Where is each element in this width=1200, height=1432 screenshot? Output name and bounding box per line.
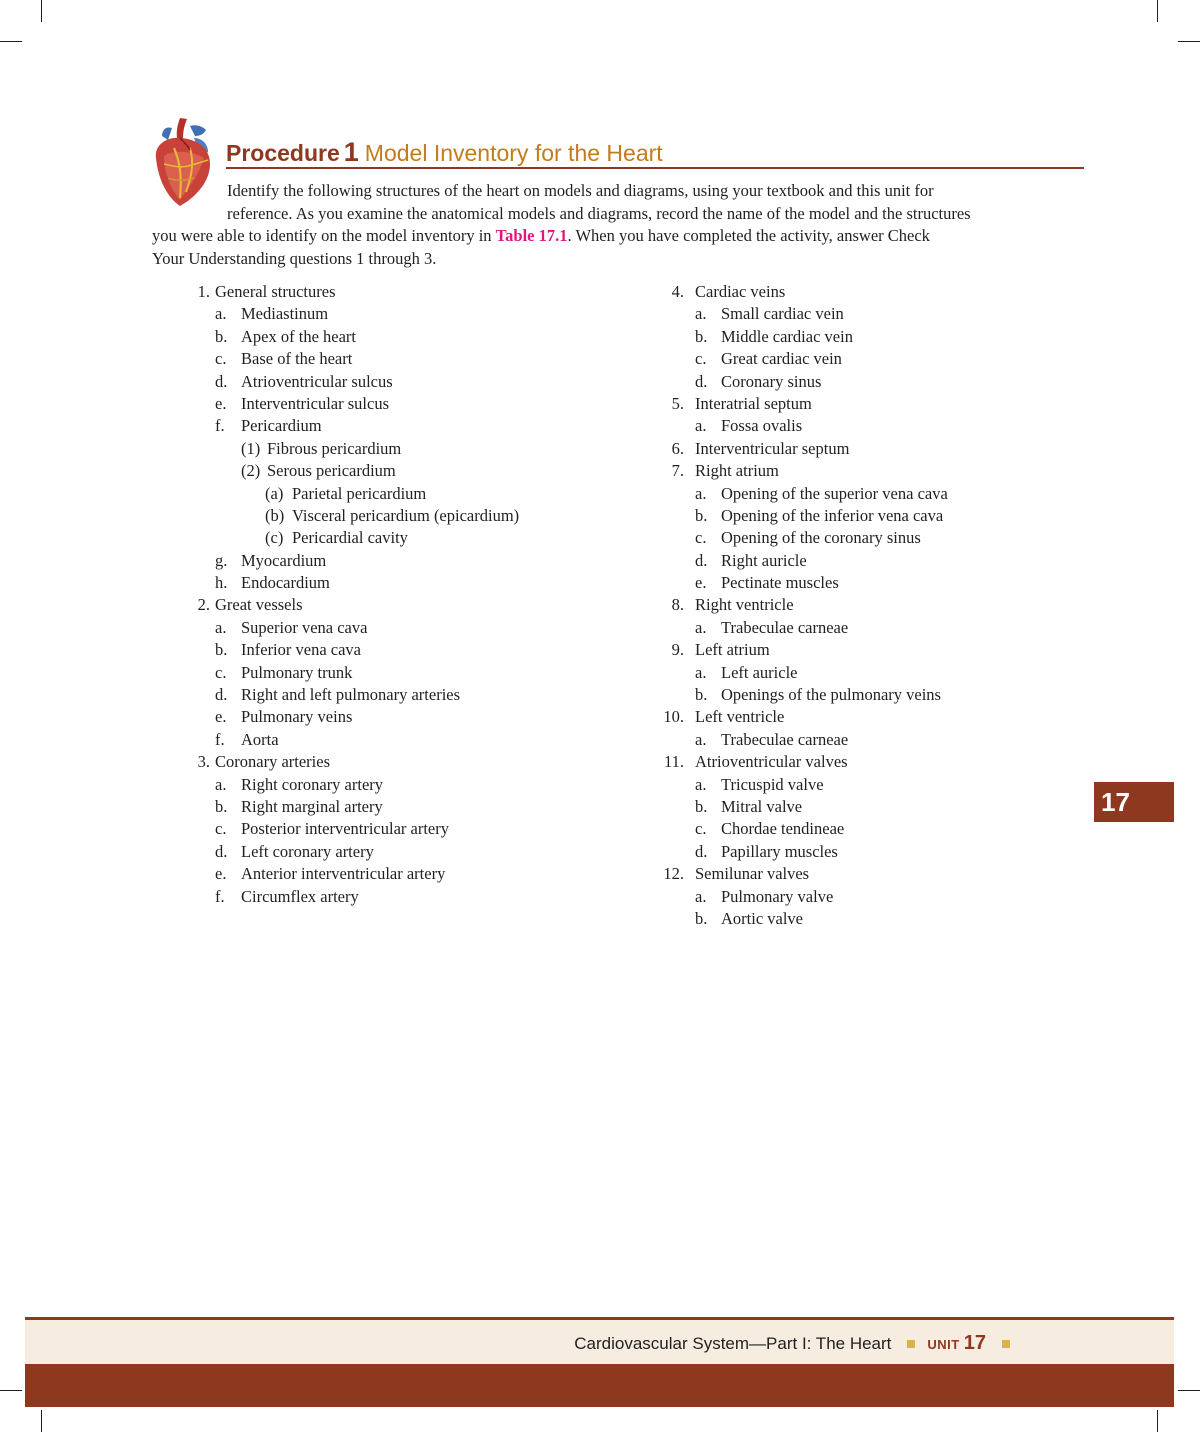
list-item-text: Openings of the pulmonary veins xyxy=(721,685,941,705)
list-item-text: Mediastinum xyxy=(241,304,329,324)
list-item-label: h. xyxy=(215,573,228,593)
list-item-label: f. xyxy=(215,729,225,749)
intro-text: . When you have completed the activity, answer Check xyxy=(567,226,930,245)
footer-title: Cardiovascular System—Part I: The Heart xyxy=(574,1334,892,1353)
list-item-label: b. xyxy=(215,796,228,816)
procedure-label: Procedure xyxy=(226,140,340,166)
list-item-text: Inferior vena cava xyxy=(241,640,362,660)
list-item-text: Pulmonary valve xyxy=(721,886,834,906)
list-item-label: 4. xyxy=(671,282,684,301)
list-item-label: (a) xyxy=(265,483,284,503)
list-item-label: b. xyxy=(695,796,708,816)
list-item-label: a. xyxy=(695,483,707,503)
list-item-label: d. xyxy=(695,841,708,861)
list-item-label: a. xyxy=(215,617,227,637)
list-item-label: (1) xyxy=(241,438,261,458)
list-item-label: a. xyxy=(695,416,707,436)
list-item-text: Fossa ovalis xyxy=(721,416,803,436)
list-item-label: c. xyxy=(215,662,227,682)
list-item-label: d. xyxy=(215,371,228,391)
list-item-text: Endocardium xyxy=(241,573,330,593)
list-item-text: Left auricle xyxy=(721,662,798,682)
list-item-text: Chordae tendineae xyxy=(721,819,845,839)
bullet-square-icon xyxy=(1002,1340,1010,1348)
procedure-number: 1 xyxy=(343,137,359,167)
intro-paragraph xyxy=(152,180,1087,270)
list-item-label: a. xyxy=(215,774,227,794)
table-reference-link[interactable]: Table 17.1 xyxy=(495,226,568,245)
list-item-text: Atrioventricular sulcus xyxy=(241,371,393,391)
footer-unit-label: UNIT xyxy=(927,1337,960,1352)
running-footer xyxy=(574,1331,1022,1357)
list-item-text: Aortic valve xyxy=(721,908,804,928)
list-item-text: Pulmonary trunk xyxy=(241,662,353,682)
list-item-label: c. xyxy=(215,349,227,369)
list-item-label: b. xyxy=(695,908,708,928)
footer-unit-number: 17 xyxy=(963,1332,986,1354)
list-item-text: Apex of the heart xyxy=(241,326,356,346)
list-item-label: a. xyxy=(695,304,707,324)
list-item-text: Pericardium xyxy=(241,416,322,436)
list-item-text: Serous pericardium xyxy=(267,461,396,481)
intro-line: Your Understanding questions 1 through 3. xyxy=(152,248,437,268)
procedure-title: Model Inventory for the Heart xyxy=(364,140,663,166)
list-item-label: f. xyxy=(215,416,225,436)
list-item-text: Opening of the superior vena cava xyxy=(721,483,948,503)
list-item-label: a. xyxy=(695,729,707,749)
list-item-label: b. xyxy=(695,326,708,346)
list-item-text: Left coronary artery xyxy=(241,841,374,861)
list-item-label: 2. xyxy=(197,595,210,615)
list-item-text: Coronary sinus xyxy=(721,371,822,391)
list-item-text: Mitral valve xyxy=(721,796,803,816)
list-item-text: Trabeculae carneae xyxy=(721,617,849,637)
list-item-label: c. xyxy=(695,349,707,369)
list-item-label: g. xyxy=(215,550,228,570)
list-item-label: 10. xyxy=(663,707,684,727)
list-item-label: a. xyxy=(695,774,707,794)
list-item-label: 5. xyxy=(671,393,684,413)
list-item-label: d. xyxy=(695,371,708,391)
footer-bar xyxy=(25,1364,1174,1407)
list-item-text: Trabeculae carneae xyxy=(721,729,849,749)
list-item-text: Left atrium xyxy=(695,640,770,660)
list-item-text: Right atrium xyxy=(695,461,779,481)
list-item-text: Right marginal artery xyxy=(241,796,383,816)
list-item-label: 8. xyxy=(671,595,684,615)
intro-line xyxy=(152,225,1087,248)
list-item-label: e. xyxy=(215,393,227,413)
list-item-label: (2) xyxy=(241,461,261,481)
list-item-text: Great cardiac vein xyxy=(721,349,842,369)
list-item-text: Right ventricle xyxy=(695,595,794,615)
list-item-text: Great vessels xyxy=(215,595,303,615)
list-item-text: Opening of the coronary sinus xyxy=(721,528,921,548)
title-rule xyxy=(226,167,1084,169)
list-item-text: Right auricle xyxy=(721,550,807,570)
list-item-label: f. xyxy=(215,886,225,906)
list-item-label: a. xyxy=(695,617,707,637)
list-item-label: c. xyxy=(695,819,707,839)
list-item-text: Right coronary artery xyxy=(241,774,384,794)
list-item-text: Interventricular sulcus xyxy=(241,393,389,413)
list-item-text: Superior vena cava xyxy=(241,617,368,637)
list-item-text: Visceral pericardium (epicardium) xyxy=(292,505,520,525)
list-item-text: Tricuspid valve xyxy=(721,774,824,794)
list-item-label: e. xyxy=(215,864,227,884)
list-item-label: d. xyxy=(695,550,708,570)
list-item-text: Atrioventricular valves xyxy=(695,752,848,772)
list-item-label: e. xyxy=(695,573,707,593)
list-item-label: 3. xyxy=(197,752,210,772)
unit-side-tab: 17 xyxy=(1094,782,1174,822)
list-item-label: 12. xyxy=(663,864,684,884)
list-item-label: c. xyxy=(215,819,227,839)
list-item-label: a. xyxy=(695,886,707,906)
list-item-text: Cardiac veins xyxy=(695,282,786,301)
list-item-label: 1. xyxy=(197,282,210,301)
list-item-text: Pectinate muscles xyxy=(721,573,839,593)
list-item-label: d. xyxy=(215,841,228,861)
list-item-label: e. xyxy=(215,707,227,727)
list-item-text: Interatrial septum xyxy=(695,393,812,413)
list-item-text: Middle cardiac vein xyxy=(721,326,853,346)
list-item-text: Semilunar valves xyxy=(695,864,810,884)
list-item-label: a. xyxy=(215,304,227,324)
list-item-label: 9. xyxy=(671,640,684,660)
list-item-text: Left ventricle xyxy=(695,707,785,727)
list-item-label: c. xyxy=(695,528,707,548)
intro-line: reference. As you examine the anatomical models and diagrams, record the name of the model and the structures xyxy=(227,203,971,223)
list-item-label: 6. xyxy=(671,438,684,458)
list-item-label: b. xyxy=(215,640,228,660)
list-item-text: Coronary arteries xyxy=(215,752,330,772)
list-item-label: (c) xyxy=(265,528,284,548)
list-item-text: Myocardium xyxy=(241,550,327,570)
list-item-label: b. xyxy=(695,685,708,705)
list-item-text: Opening of the inferior vena cava xyxy=(721,505,944,525)
list-item-text: Interventricular septum xyxy=(695,438,850,458)
intro-text: you were able to identify on the model inventory in xyxy=(152,226,496,245)
list-item-text: Right and left pulmonary arteries xyxy=(241,685,461,705)
list-item-label: b. xyxy=(695,505,708,525)
list-item-label: a. xyxy=(695,662,707,682)
intro-line: Identify the following structures of the heart on models and diagrams, using your textbook and this unit for xyxy=(227,181,934,200)
list-item-label: 11. xyxy=(663,752,684,772)
list-item-text: Papillary muscles xyxy=(721,841,838,861)
list-item-text: Circumflex artery xyxy=(241,886,359,906)
list-item-text: Fibrous pericardium xyxy=(267,438,402,458)
list-item-text: Anterior interventricular artery xyxy=(241,864,446,884)
list-item-label: d. xyxy=(215,685,228,705)
list-item-text: Small cardiac vein xyxy=(721,304,844,324)
list-item-label: (b) xyxy=(265,505,285,525)
list-item-text: Parietal pericardium xyxy=(292,483,427,503)
list-item-text: Pulmonary veins xyxy=(241,707,353,727)
list-item-text: Pericardial cavity xyxy=(292,528,408,548)
list-item-text: Aorta xyxy=(241,729,279,749)
procedure-heading xyxy=(226,136,1086,169)
list-item-text: General structures xyxy=(215,282,336,301)
list-item-text: Posterior interventricular artery xyxy=(241,819,449,839)
list-item-label: 7. xyxy=(671,461,684,481)
bullet-square-icon xyxy=(907,1340,915,1348)
list-item-label: b. xyxy=(215,326,228,346)
list-item-text: Base of the heart xyxy=(241,349,353,369)
